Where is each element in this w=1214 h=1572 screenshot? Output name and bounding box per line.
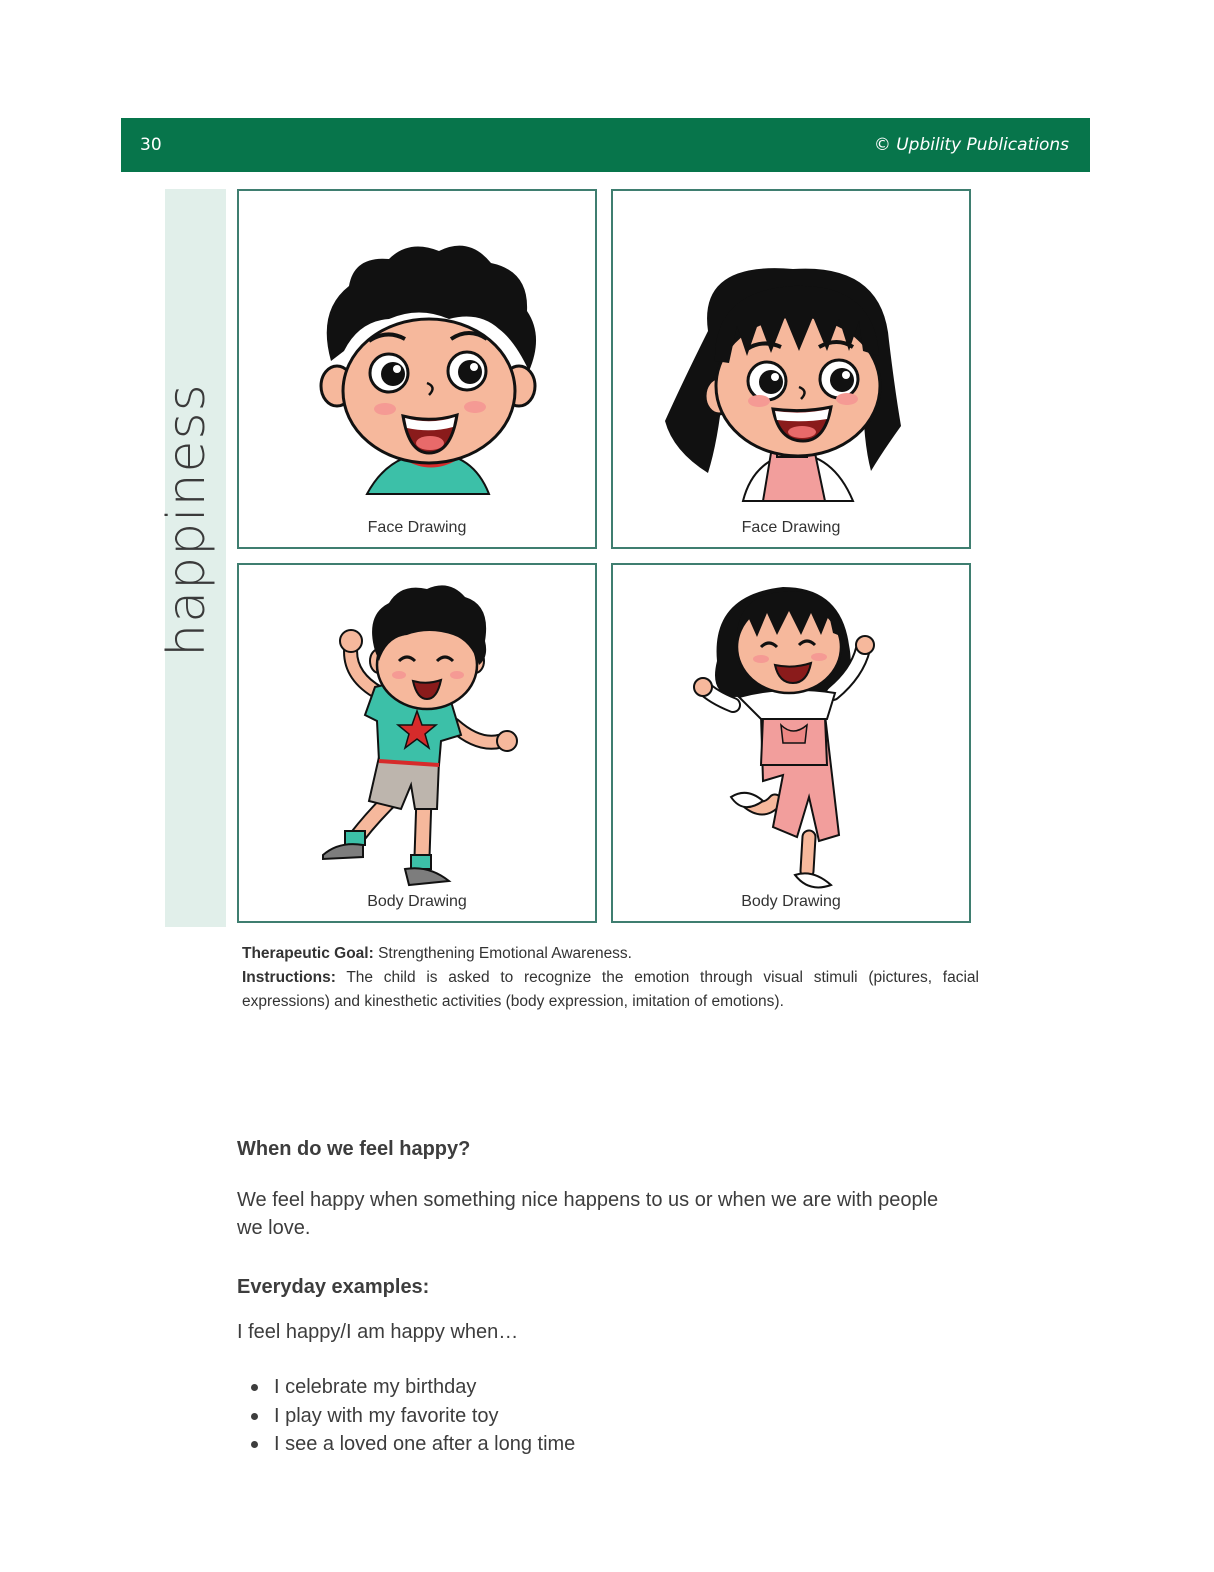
instructions-text: The child is asked to recognize the emotion through visual stimuli (pictures, facial expressions) and kinesthetic activities (body expression, imitation of emotions). bbox=[242, 969, 979, 1010]
boy-face-illustration bbox=[239, 191, 595, 547]
emotion-label: happiness bbox=[157, 383, 217, 657]
page-number: 30 bbox=[140, 135, 162, 155]
list-item-text: I see a loved one after a long time bbox=[274, 1433, 576, 1455]
list-item bbox=[237, 1373, 575, 1402]
girl-body-illustration bbox=[613, 565, 969, 921]
bullet-icon bbox=[251, 1441, 258, 1448]
goal-label: Therapeutic Goal: bbox=[242, 945, 374, 962]
card-girl-face bbox=[611, 189, 971, 549]
card-girl-body bbox=[611, 563, 971, 923]
instructions-label: Instructions: bbox=[242, 969, 336, 986]
boy-body-illustration bbox=[239, 565, 595, 921]
page-header bbox=[121, 118, 1090, 172]
goal-text: Strengthening Emotional Awareness. bbox=[373, 945, 632, 962]
section-heading-examples: Everyday examples: bbox=[237, 1276, 430, 1298]
publisher-credit: © Upbility Publications bbox=[873, 135, 1069, 155]
examples-list bbox=[237, 1373, 575, 1459]
list-item bbox=[237, 1430, 575, 1459]
section-text-when: We feel happy when something nice happens to us or when we are with people we love. bbox=[237, 1189, 939, 1239]
list-item-text: I celebrate my birthday bbox=[274, 1376, 477, 1398]
girl-face-illustration bbox=[613, 191, 969, 547]
card-boy-body bbox=[237, 563, 597, 923]
section-heading-when: When do we feel happy? bbox=[237, 1138, 471, 1160]
list-item bbox=[237, 1402, 575, 1431]
card-caption: Body Drawing bbox=[367, 893, 467, 910]
therapeutic-goal bbox=[242, 942, 979, 966]
bullet-icon bbox=[251, 1413, 258, 1420]
card-caption: Body Drawing bbox=[741, 893, 841, 910]
examples-intro: I feel happy/I am happy when… bbox=[237, 1321, 519, 1343]
card-boy-face bbox=[237, 189, 597, 549]
card-caption: Face Drawing bbox=[367, 519, 467, 536]
bullet-icon bbox=[251, 1384, 258, 1391]
goal-block bbox=[242, 942, 979, 1014]
list-item-text: I play with my favorite toy bbox=[274, 1404, 499, 1427]
card-caption: Face Drawing bbox=[741, 519, 841, 536]
instructions bbox=[242, 966, 979, 1014]
